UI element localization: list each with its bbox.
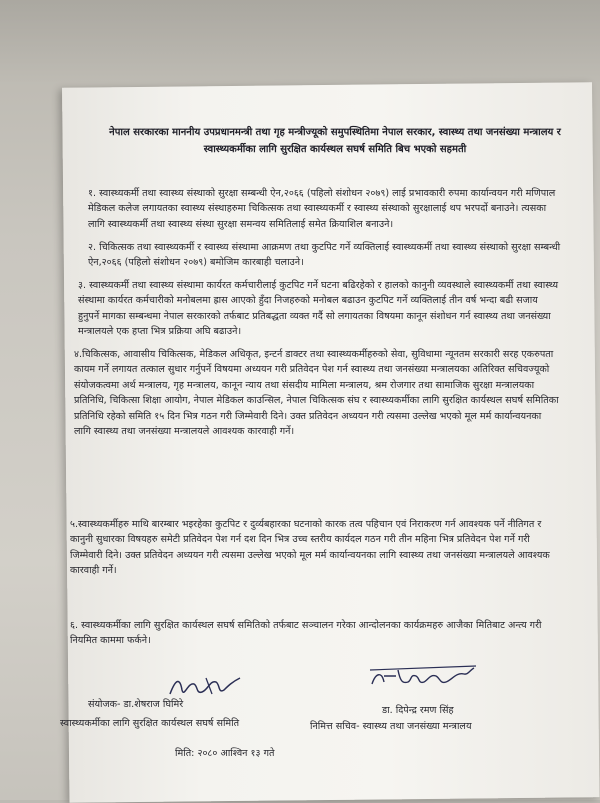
signatory-left-block [60,695,300,733]
agreement-point-3: ३. स्वास्थ्यकर्मी तथा स्वास्थ्य संस्थामा कार्यरत कर्मचारीलाई कुटपिट गर्ने घटना बढिरहेको र हालको कानुनी व्यवस्थाले स्वास्थ्यकर्मी तथा स्वास्थ्य संस्थामा कार्यरत कर्मचारीको मनोबलमा ह्रास आएको हुँदा निजहरुको मनोबल बढाउन कुटपिट गर्ने व्यक्तिलाई तीन वर्ष भन्दा बढी सजाय हुनुपर्ने मागका सम्बन्धमा नेपाल सरकारको तर्फबाट प्रतिबद्धता व्यक्त गर्दै सो लगायतका विषयमा कानून संशोधन गर्न स्वास्थ्य तथा जनसंख्या मन्त्रालयले एक हप्ता भित्र प्रक्रिया अघि बढाउने। [78,280,559,338]
signatory-left-name: संयोजक- डा.शेषराज घिमिरे [88,699,184,710]
agreement-point-4: ४.चिकित्सक, आवासीय चिकित्सक, मेडिकल अधिकृत, इन्टर्न डाक्टर तथा स्वास्थ्यकर्मीहरुको सेवा, सुविधामा न्यूनतम सरकारी सरह एकरुपता कायम गर्ने लगायत तत्काल सुधार गर्नुपर्ने विषयमा अध्ययन गरी प्रतिवेदन पेश गर्न स्वास्थ्य तथा जनसंख्या मन्त्रालयका अतिरिक्त सचिवज्यूको संयोजकत्वमा अर्थ मन्त्रालय, गृह मन्त्रालय, कानून न्याय तथा संसदीय मामिला मन्त्रालय, श्रम रोजगार तथा सामाजिक सुरक्षा मन्त्रालयका प्रतिनिधि, चिकित्सा शिक्षा आयोग, नेपाल मेडिकल काउन्सिल, नेपाल चिकित्सक संघ र स्वास्थ्यकर्मीका लागि सुरक्षित कार्यस्थल सघर्ष समितिका प्रतिनिधि रहेको समिति १५ दिन भित्र गठन गरी जिम्मेवारी दिने। उक्त प्रतिवेदन अध्ययन गरी त्यसमा उल्लेख भएको मूल मर्म कार्यान्वयनका लागि स्वास्थ्य तथा जनसंख्या मन्त्रालयले आवश्यक कारवाही गर्ने। [74,349,559,438]
signatory-left-role: स्वास्थ्यकर्मीका लागि सुरक्षित कार्यस्थल सघर्ष समिति [60,718,240,729]
agreement-point-1: १. स्वास्थ्यकर्मी तथा स्वास्थ्य संस्थाको सुरक्षा सम्बन्धी ऐन,२०६६ (पहिलो संशोधन २०७९) लाई प्रभावकारी रुपमा कार्यान्वयन गरी मणिपाल मेडिकल कलेज लगायतका स्वास्थ्य संस्थाहरुमा चिकित्सक तथा स्वास्थ्यकर्मी र स्वास्थ्य संस्थाको सुरक्षालाई थप भरपर्दो बनाउने। त्यसका लागि स्वास्थ्यकर्मी तथा स्वास्थ्य संस्था सुरक्षा समन्वय समितिलाई समेत क्रियाशिल बनाउने। [88,188,556,230]
document-title: नेपाल सरकारका माननीय उपप्रधानमन्त्री तथा गृह मन्त्रीज्यूको समुपस्थितिमा नेपाल सरकार, स्वास्थ्य तथा जनसंख्या मन्त्रालय र स्वास्थ्यकर्मीका लागि सुरक्षित कार्यस्थल सघर्ष समिति बिच भएको सहमती [109,127,561,155]
agreement-point-2: २. चिकित्सक तथा स्वास्थ्यकर्मी र स्वास्थ्य संस्थामा आक्रमण तथा कुटपिट गर्ने व्यक्तिलाई स्वास्थ्यकर्मी तथा स्वास्थ्य संस्थाको सुरक्षा सम्बन्धी ऐन,२०६६ (पहिलो संशोधन २०७९) बमोजिम कारबाही चलाउने। [88,242,561,269]
signatory-right-name: डा. दिपेन्द्र रमण सिंह [382,705,454,716]
agreement-point-5: ५.स्वास्थ्यकर्मीहरु माथि बारम्बार भइरहेका कुटपिट र दुर्व्यबहारका घटनाको कारक तत्व पहिचान एवं निराकरण गर्न आवश्यक पर्ने नीतिगत र कानुनी सुधारका विषयहरु समेटी प्रतिवेदन पेश गर्न दश दिन भित्र उच्च स्तरीय कार्यदल गठन गरी तीन महिना भित्र प्रतिवेदन पेश गर्ने गरी जिम्मेवारी दिने। उक्त प्रतिवेदन अध्ययन गरी त्यसमा उल्लेख भएको मूल मर्म कार्यान्वयनका लागि स्वास्थ्य तथा जनसंख्या मन्त्रालयले आवश्यक कारवाही गर्ने। [70,519,550,577]
agreement-point-6: ६. स्वास्थ्यकर्मीका लागि सुरक्षित कार्यस्थल सघर्ष समितिको तर्फबाट सञ्चालन गरेका आन्दोलनका कार्यक्रमहरु आजैका मितिबाट अन्त्य गरी नियमित काममा फर्कने। [70,620,542,647]
agreement-date: मिति: २०८० आश्विन १३ गते [175,748,275,759]
signatory-right-block [310,703,570,735]
top-shadow [0,0,600,85]
signatory-right-role: निमित्त सचिव- स्वास्थ्य तथा जनसंख्या मन्त्रालय [310,721,472,732]
signature-right [368,662,478,694]
